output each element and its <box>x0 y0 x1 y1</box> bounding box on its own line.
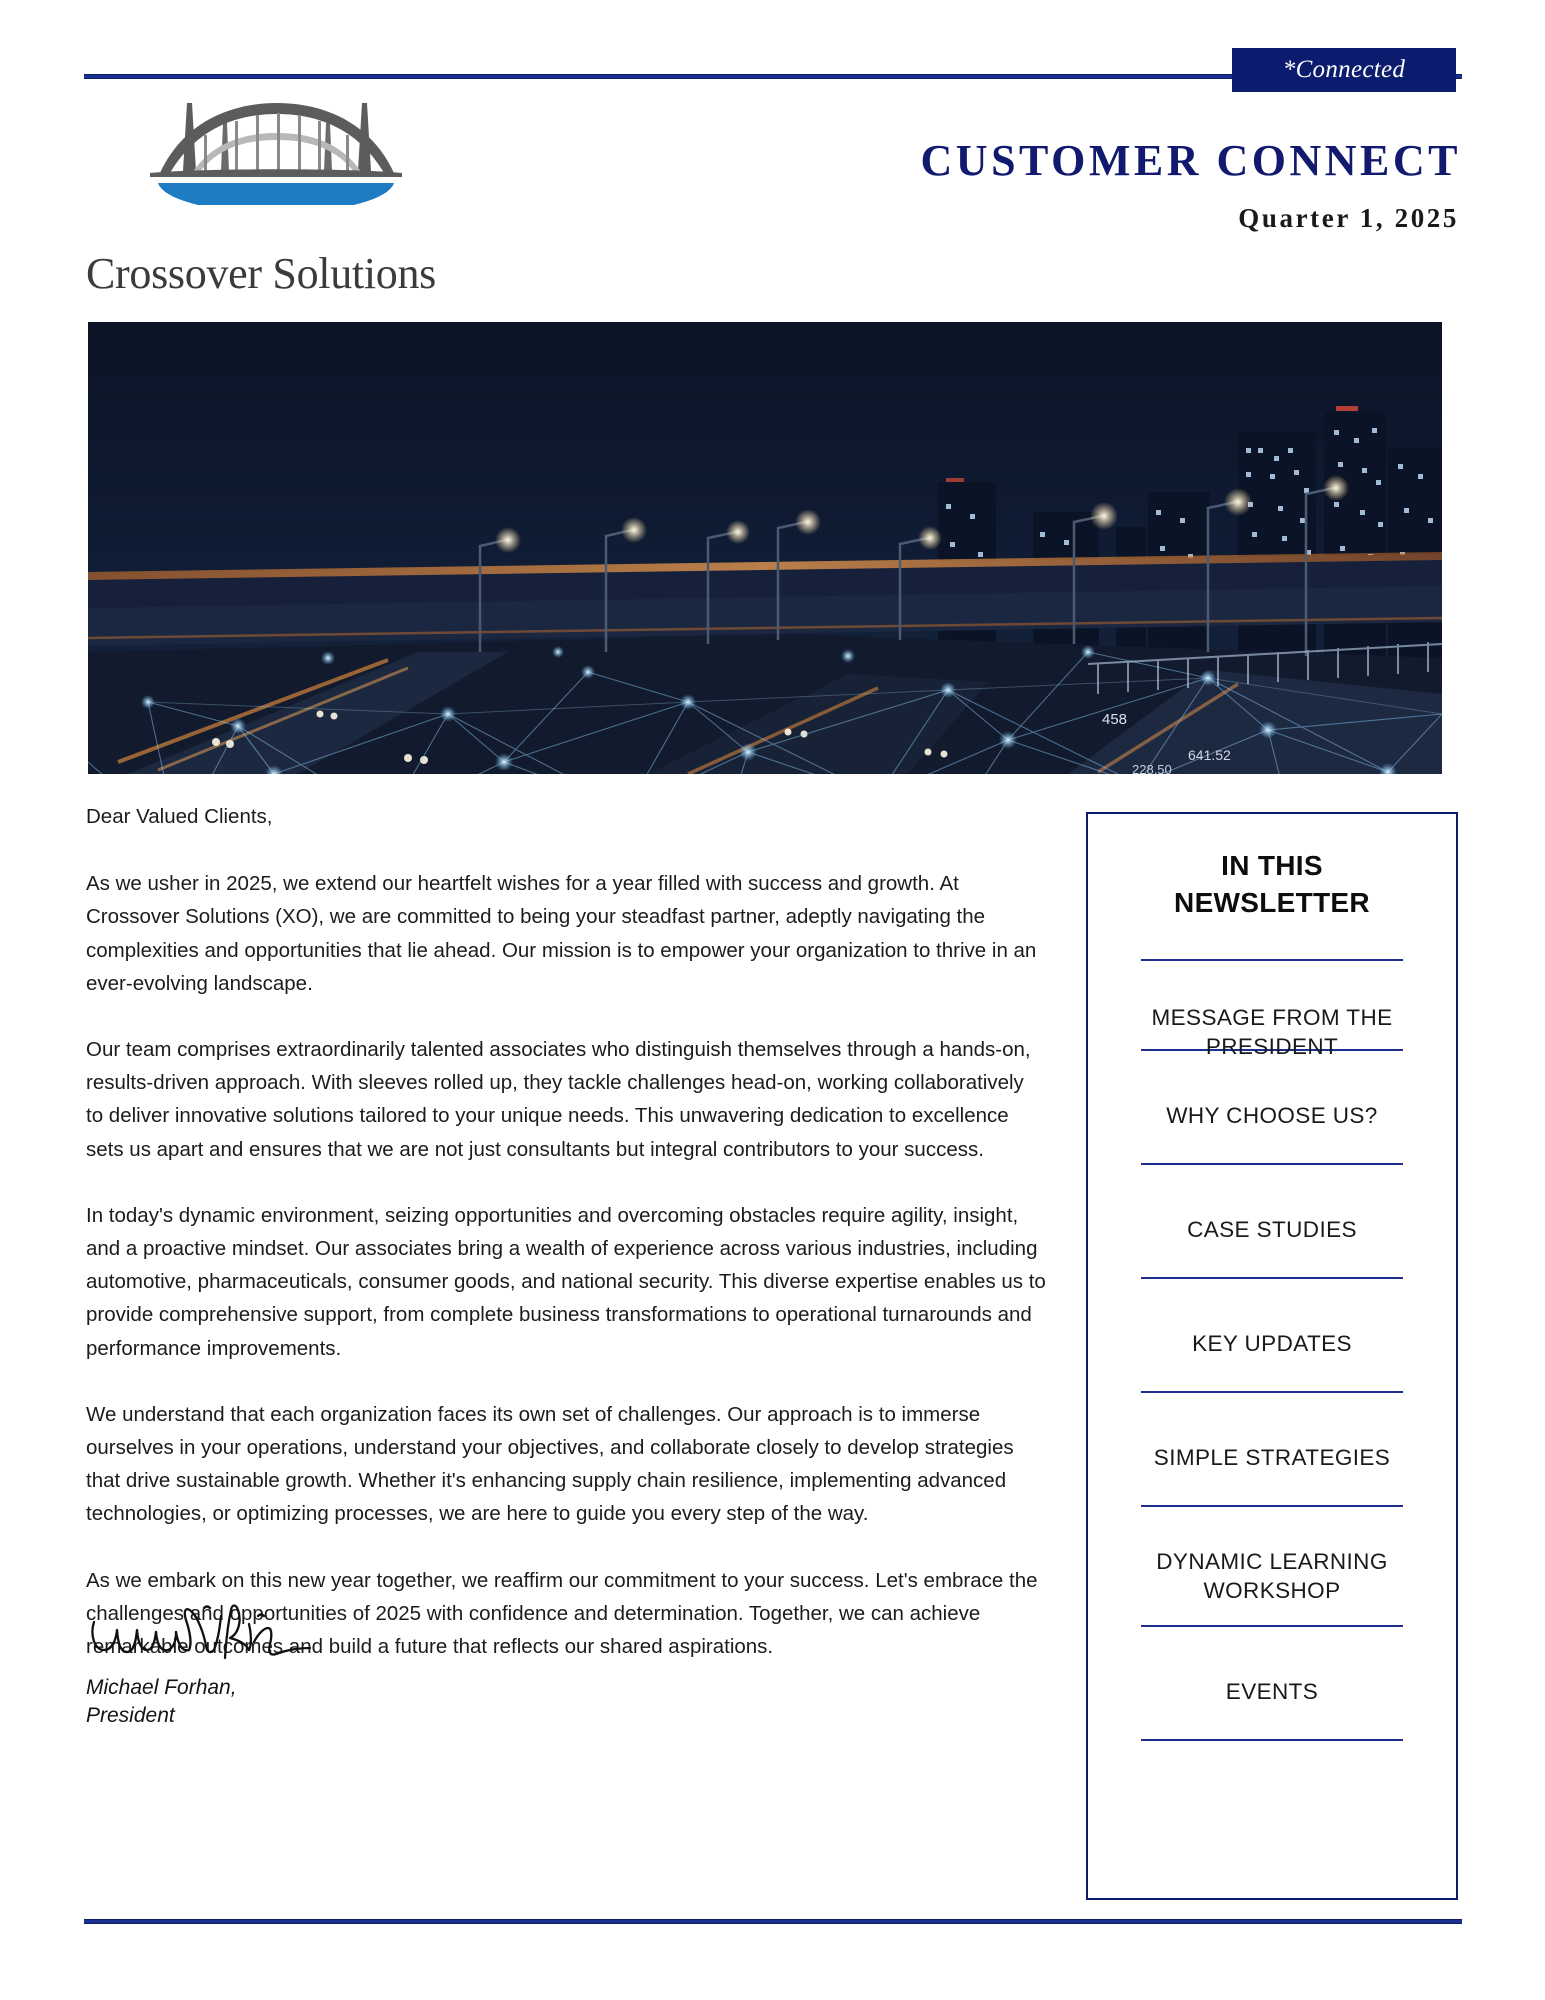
signature-block <box>86 1598 586 1730</box>
hero-overlay-number-3: 228.50 <box>1132 762 1172 774</box>
sidebar-heading <box>1088 814 1456 922</box>
footer-divider-rule <box>84 1919 1462 1924</box>
letter-paragraph-3: In today's dynamic environment, seizing opportunities and overcoming obstacles require agility, insight, and a proactive mindset. Our associates bring a wealth of experience across various industries, including automotive, pharmaceuticals, consumer goods, and national security. This diverse expertise enables us to provide comprehensive support, from complete business transformations to operational turnarounds and performance improvements. <box>86 1203 1046 1360</box>
sidebar-item-why-choose-us[interactable]: WHY CHOOSE US? <box>1166 1102 1378 1128</box>
hero-overlay-number-2: 641.52 <box>1188 747 1231 763</box>
sidebar-item-simple-strategies[interactable]: SIMPLE STRATEGIES <box>1153 1444 1391 1470</box>
sidebar-item-case-studies[interactable]: CASE STUDIES <box>1187 1216 1357 1242</box>
sidebar-item-message-from-the-president[interactable]: MESSAGE FROM THE PRESIDENT <box>1151 1004 1393 1060</box>
bridge-logo-icon <box>130 95 420 205</box>
sidebar-item-key-updates[interactable]: KEY UPDATES <box>1192 1330 1352 1356</box>
letter-paragraph-1: As we usher in 2025, we extend our heartfelt wishes for a year filled with success and growth. At Crossover Solutions (XO), we are committed to being your steadfast partner, adeptly navigating the complexities and opportunities that lie ahead. Our mission is to empower your organization to thrive in an ever-evolving landscape. <box>86 872 1037 995</box>
sidebar-heading-line1: IN THIS <box>1221 850 1323 881</box>
hero-overlay-number-1: 458 <box>1102 711 1128 728</box>
sidebar-divider <box>1141 1739 1403 1741</box>
letter-paragraph-5: As we embark on this new year together, we reaffirm our commitment to your success. Let's embrace the challenges and opportunities of 2025 with confidence and determination. Together, we can achieve remarkable outcomes and build a future that reflects our shared aspirations. <box>86 1568 1038 1659</box>
hero-image <box>88 322 1442 774</box>
publication-title: CUSTOMER CONNECT <box>920 136 1461 185</box>
sidebar-heading-line2: NEWSLETTER <box>1174 886 1370 918</box>
sidebar-item-dynamic-learning-workshop[interactable]: DYNAMIC LEARNING WORKSHOP <box>1156 1548 1388 1604</box>
letter-body <box>86 800 1046 1696</box>
signer-title: President <box>86 1703 175 1727</box>
signer-name: Michael Forhan, <box>86 1676 237 1699</box>
handwritten-signature-icon <box>86 1598 336 1668</box>
letter-paragraph-4: We understand that each organization faces its own set of challenges. Our approach is to immerse ourselves in your operations, understand your objectives, and collaborate closely to develop strategies that drive sustainable growth. Whether it's enhancing supply chain resilience, implementing advanced technologies, or optimizing processes, we are here to guide you every step of the way. <box>86 1402 1014 1526</box>
connected-badge-label: *Connected <box>1282 56 1406 83</box>
letter-paragraph-2: Our team comprises extraordinarily talented associates who distinguish themselves through a hands-on, results-driven approach. With sleeves rolled up, they tackle challenges head-on, working collaboratively to deliver innovative solutions tailored to your unique needs. This unwavering dedication to excellence sets us apart and ensures that we are not just consultants but integral contributors to your success. <box>86 1038 1031 1161</box>
connected-badge <box>1232 48 1456 92</box>
issue-label: Quarter 1, 2025 <box>1238 203 1459 233</box>
sidebar-item-events[interactable]: EVENTS <box>1225 1678 1319 1704</box>
letter-greeting-text: Dear Valued Clients, <box>86 805 273 828</box>
in-this-newsletter-box <box>1086 812 1458 1900</box>
brand-name: Crossover Solutions <box>86 249 436 298</box>
